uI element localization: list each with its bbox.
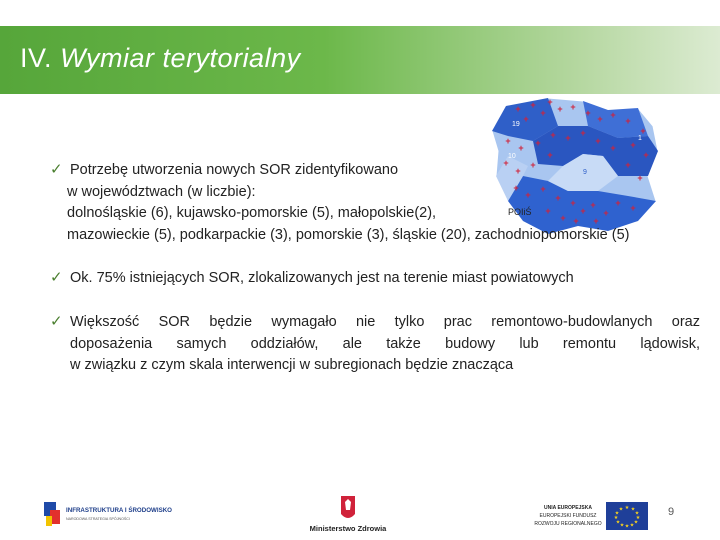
- bullet-1: [67, 160, 630, 246]
- svg-text:★: ★: [635, 515, 641, 521]
- marker: +: [593, 216, 599, 226]
- marker: +: [518, 143, 524, 153]
- marker: +: [590, 200, 596, 210]
- marker: +: [523, 114, 529, 124]
- marker: +: [530, 100, 536, 110]
- marker: +: [535, 138, 541, 148]
- slide-title-number: IV.: [20, 43, 53, 73]
- marker: +: [515, 166, 521, 176]
- marker: +: [565, 133, 571, 143]
- bullet-1-line: mazowieckie (5), podkarpackie (3), pomorskie (3), śląskie (20), zachodniopomorskie (5): [67, 226, 630, 243]
- bullet-2: Ok. 75% istniejących SOR, zlokalizowanych jest na terenie miast powiatowych: [70, 270, 574, 286]
- marker: +: [560, 213, 566, 223]
- svg-text:★: ★: [619, 522, 625, 529]
- marker: +: [503, 158, 509, 168]
- marker: +: [525, 190, 531, 200]
- svg-text:★: ★: [618, 506, 624, 513]
- marker: +: [555, 193, 561, 203]
- bullet-1-line: w województwach (w liczbie):: [67, 183, 256, 200]
- svg-text:★: ★: [614, 510, 620, 517]
- marker: +: [505, 136, 511, 146]
- bullet-1-line: Potrzebę utworzenia nowych SOR zidentyfikowano: [70, 162, 399, 178]
- bullet-3-line: Większość SOR będzie wymagało nie tylko prac remontowo-budowlanych oraz: [70, 314, 700, 330]
- marker: +: [625, 116, 631, 126]
- bullet-1-line: dolnośląskie (6), kujawsko-pomorskie (5), małopolskie(2),: [67, 205, 437, 221]
- svg-text:★: ★: [613, 515, 619, 521]
- svg-text:★: ★: [624, 505, 630, 511]
- eu-logo-line: UNIA EUROPEJSKA: [544, 505, 592, 511]
- svg-text:★: ★: [630, 506, 636, 513]
- marker: +: [580, 128, 586, 138]
- ministry-logo: [308, 492, 388, 536]
- svg-text:★: ★: [615, 519, 621, 526]
- svg-text:★: ★: [633, 519, 639, 526]
- bullet-3: [70, 312, 700, 377]
- map-label: POIiŚ: [508, 207, 532, 217]
- marker: +: [545, 206, 551, 216]
- marker: +: [615, 198, 621, 208]
- marker: +: [643, 150, 649, 160]
- marker: +: [603, 208, 609, 218]
- marker: +: [515, 104, 521, 114]
- marker: +: [625, 160, 631, 170]
- infrastruktura-logo: [42, 496, 192, 530]
- top-strip: [0, 0, 720, 26]
- region-number: 10: [508, 153, 516, 160]
- marker: +: [573, 216, 579, 226]
- infrastruktura-logo-text: INFRASTRUKTURA I ŚRODOWISKO: [66, 507, 172, 514]
- marker: +: [597, 114, 603, 124]
- marker: +: [637, 173, 643, 183]
- marker: +: [610, 143, 616, 153]
- marker: +: [530, 160, 536, 170]
- svg-text:★: ★: [624, 523, 630, 530]
- marker: +: [580, 206, 586, 216]
- check-icon: ✓: [50, 161, 63, 178]
- marker: +: [570, 198, 576, 208]
- check-icon: ✓: [50, 269, 63, 286]
- slide-title: [20, 43, 301, 74]
- marker: +: [513, 183, 519, 193]
- marker: +: [547, 97, 553, 107]
- bullet-3-line: doposażenia samych oddziałów, ale także budowy lub remontu lądowisk,: [70, 335, 700, 352]
- marker: +: [610, 110, 616, 120]
- marker: +: [585, 108, 591, 118]
- marker: +: [540, 108, 546, 118]
- marker: +: [595, 136, 601, 146]
- marker: +: [630, 140, 636, 150]
- marker: +: [557, 104, 563, 114]
- bullet-3-line: w związku z czym skala interwencji w subregionach będzie znacząca: [70, 357, 514, 373]
- marker: +: [550, 130, 556, 140]
- marker: +: [630, 203, 636, 213]
- region-number: 19: [512, 121, 520, 128]
- region-number: 9: [583, 169, 587, 176]
- eu-logo-line: EUROPEJSKI FUNDUSZ: [539, 513, 597, 519]
- marker: +: [570, 102, 576, 112]
- infrastruktura-logo-subtext: NARODOWA STRATEGIA SPÓJNOŚCI: [66, 517, 130, 521]
- ministry-logo-text: Ministerstwo Zdrowia: [309, 524, 387, 533]
- page-number: 9: [668, 506, 675, 518]
- svg-text:★: ★: [634, 510, 640, 517]
- eu-logo: [528, 500, 650, 532]
- marker: +: [540, 184, 546, 194]
- slide-title-text: Wymiar terytorialny: [60, 43, 301, 73]
- svg-text:★: ★: [629, 522, 635, 529]
- region-number: 1: [638, 135, 642, 142]
- marker: +: [547, 150, 553, 160]
- check-icon: ✓: [50, 313, 63, 330]
- eu-logo-line: ROZWOJU REGIONALNEGO: [534, 521, 602, 527]
- marker: +: [640, 126, 646, 136]
